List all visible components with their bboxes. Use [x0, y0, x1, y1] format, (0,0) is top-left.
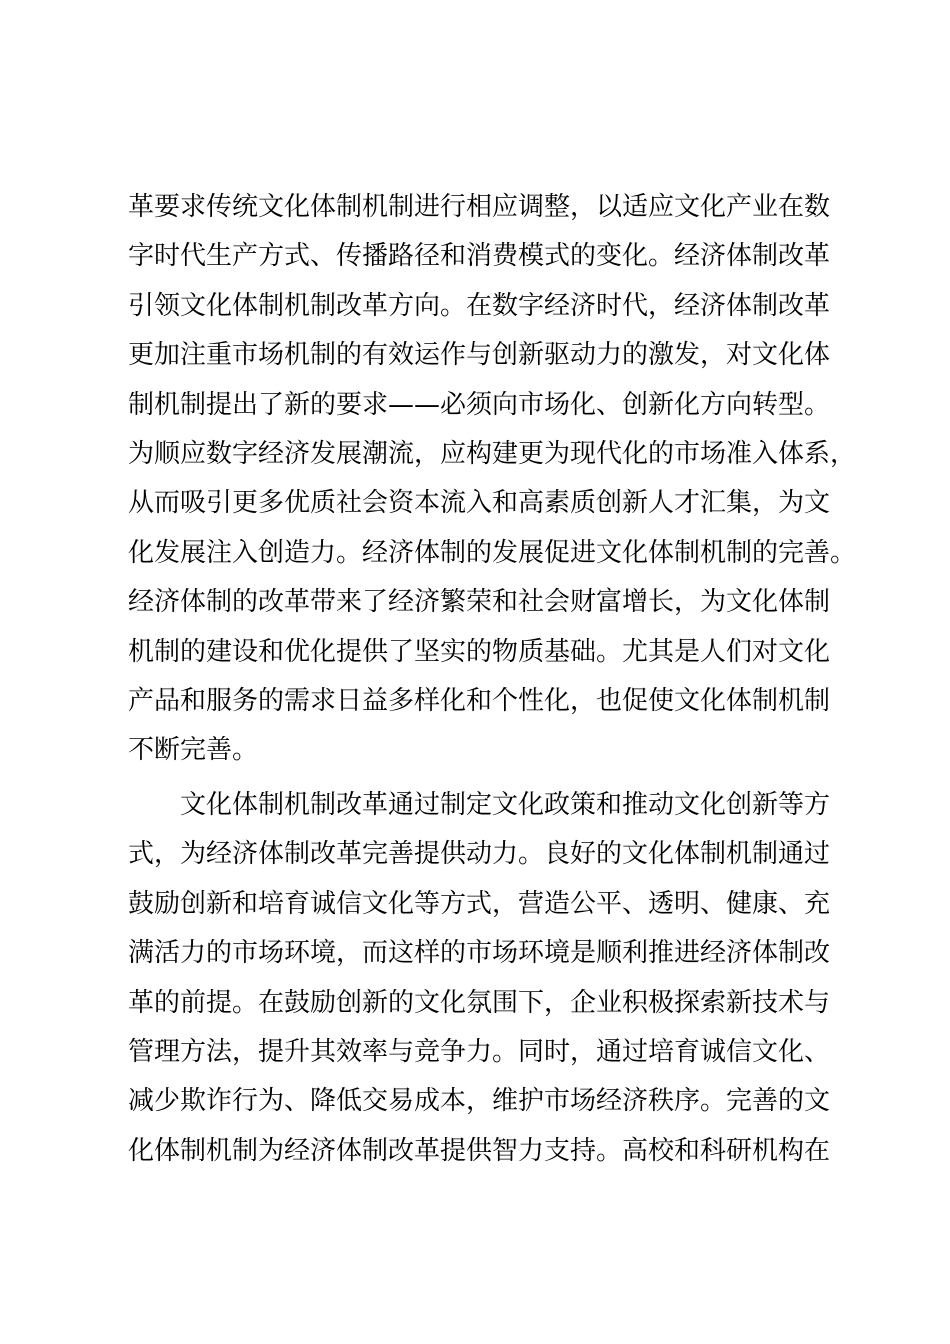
text-line: 化体制机制为经济体制改革提供智力支持。高校和科研机构在 — [128, 1135, 831, 1166]
text-line: 字时代生产方式、传播路径和消费模式的变化。经济体制改革 — [128, 241, 831, 272]
text-line: 式，为经济体制改革完善提供动力。良好的文化体制机制通过 — [128, 839, 831, 870]
text-line: 机制的建设和优化提供了坚实的物质基础。尤其是人们对文化 — [128, 636, 831, 667]
paragraph — [128, 781, 868, 1176]
text-line: 鼓励创新和培育诚信文化等方式，营造公平、透明、健康、充 — [128, 888, 831, 919]
text-line: 引领文化体制机制改革方向。在数字经济时代，经济体制改革 — [128, 290, 831, 321]
text-line: 更加注重市场机制的有效运作与创新驱动力的激发，对文化体 — [128, 340, 831, 371]
text-line: 从而吸引更多优质社会资本流入和高素质创新人才汇集，为文 — [128, 488, 831, 519]
text-line: 革要求传统文化体制机制进行相应调整，以适应文化产业在数 — [128, 192, 831, 222]
text-line: 革的前提。在鼓励创新的文化氛围下，企业积极探索新技术与 — [128, 987, 831, 1018]
text-line: 满活力的市场环境，而这样的市场环境是顺利推进经济体制改 — [128, 938, 831, 969]
text-line: 经济体制的改革带来了经济繁荣和社会财富增长，为文化体制 — [128, 587, 831, 618]
text-line: 化发展注入创造力。经济体制的发展促进文化体制机制的完善。 — [128, 537, 857, 568]
text-line: 减少欺诈行为、降低交易成本，维护市场经济秩序。完善的文 — [128, 1086, 831, 1117]
text-line: 文化体制机制改革通过制定文化政策和推动文化创新等方 — [180, 790, 831, 820]
paragraph-continuation — [128, 183, 868, 776]
text-line: 产品和服务的需求日益多样化和个性化，也促使文化体制机制 — [128, 685, 831, 716]
text-line: 制机制提出了新的要求——必须向市场化、创新化方向转型。 — [128, 389, 831, 420]
text-line: 为顺应数字经济发展潮流，应构建更为现代化的市场准入体系， — [128, 438, 857, 469]
text-line: 不断完善。 — [128, 735, 259, 766]
text-line: 管理方法，提升其效率与竞争力。同时，通过培育诚信文化、 — [128, 1036, 831, 1067]
